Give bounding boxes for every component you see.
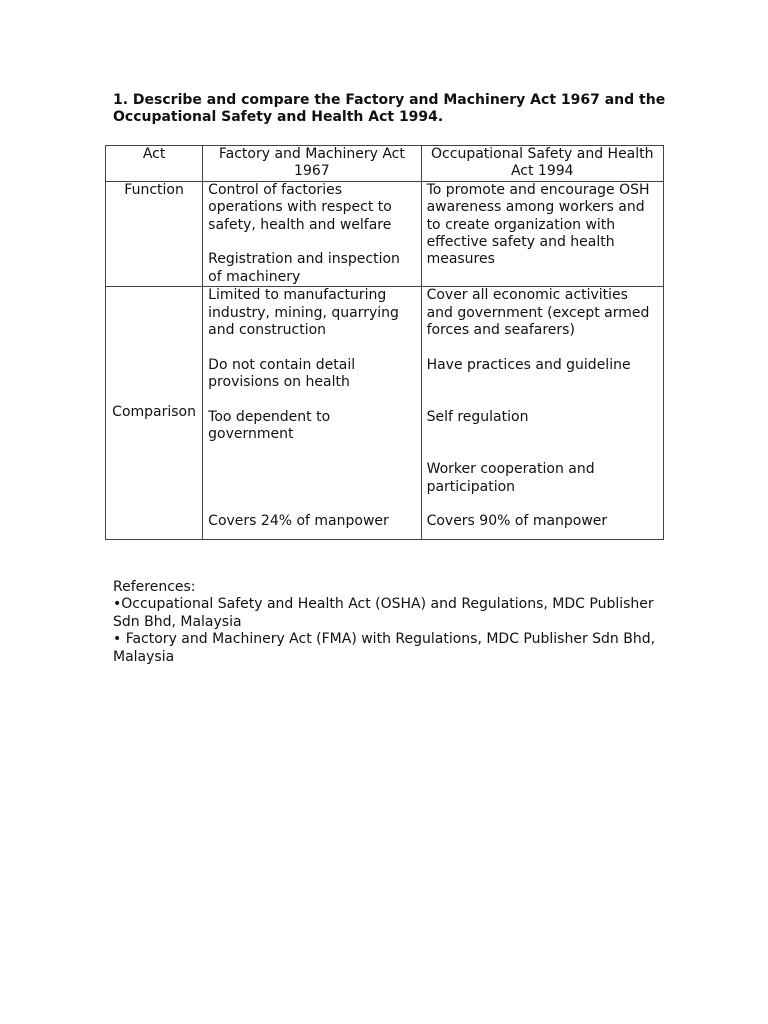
question-heading: 1. Describe and compare the Factory and Machinery Act 1967 and the Occupational Safety and Health Act 1994.	[113, 92, 666, 125]
comparison-osh-item: Self regulation	[426, 409, 529, 426]
comparison-table	[105, 145, 664, 540]
comparison-osh-item: Have practices and guideline	[426, 356, 631, 373]
header-act: Act	[106, 146, 203, 182]
comparison-fma-item: Limited to manufacturing industry, mining, quarrying and construction	[208, 287, 399, 339]
comparison-osh-item: Cover all economic activities and government (except armed forces and seafarers)	[426, 287, 650, 339]
comparison-fma-item: Too dependent to government	[208, 409, 331, 443]
table-row-comparison	[106, 287, 664, 540]
header-fma: Factory and Machinery Act 1967	[203, 146, 421, 182]
function-fma-item: Registration and inspection of machinery	[208, 251, 400, 285]
reference-item: • Factory and Machinery Act (FMA) with Regulations, MDC Publisher Sdn Bhd, Malaysia	[113, 631, 656, 665]
function-fma-item: Control of factories operations with respect to safety, health and welfare	[208, 181, 392, 233]
comparison-fma-cell	[203, 287, 421, 540]
comparison-fma-item: Do not contain detail provisions on health	[208, 356, 356, 391]
comparison-fma-item: Covers 24% of manpower	[208, 513, 389, 530]
comparison-osh-item: Worker cooperation and participation	[426, 461, 595, 495]
comparison-osh-item: Covers 90% of manpower	[426, 513, 608, 530]
comparison-osh-cell	[421, 287, 663, 540]
header-osh: Occupational Safety and Health Act 1994	[421, 146, 663, 182]
reference-item: •Occupational Safety and Health Act (OSHA) and Regulations, MDC Publisher Sdn Bhd, Malaysia	[113, 596, 654, 630]
function-osh-cell	[421, 181, 663, 286]
row-label-function: Function	[106, 181, 203, 286]
table-row-function	[106, 181, 664, 286]
row-label-comparison: Comparison	[106, 287, 203, 540]
function-fma-cell	[203, 181, 421, 286]
references-heading: References:	[113, 579, 196, 595]
references-section	[113, 579, 673, 666]
table-header-row	[106, 146, 664, 182]
function-osh-item: To promote and encourage OSH awareness among workers and to create organization with effective safety and health measures	[426, 181, 650, 268]
